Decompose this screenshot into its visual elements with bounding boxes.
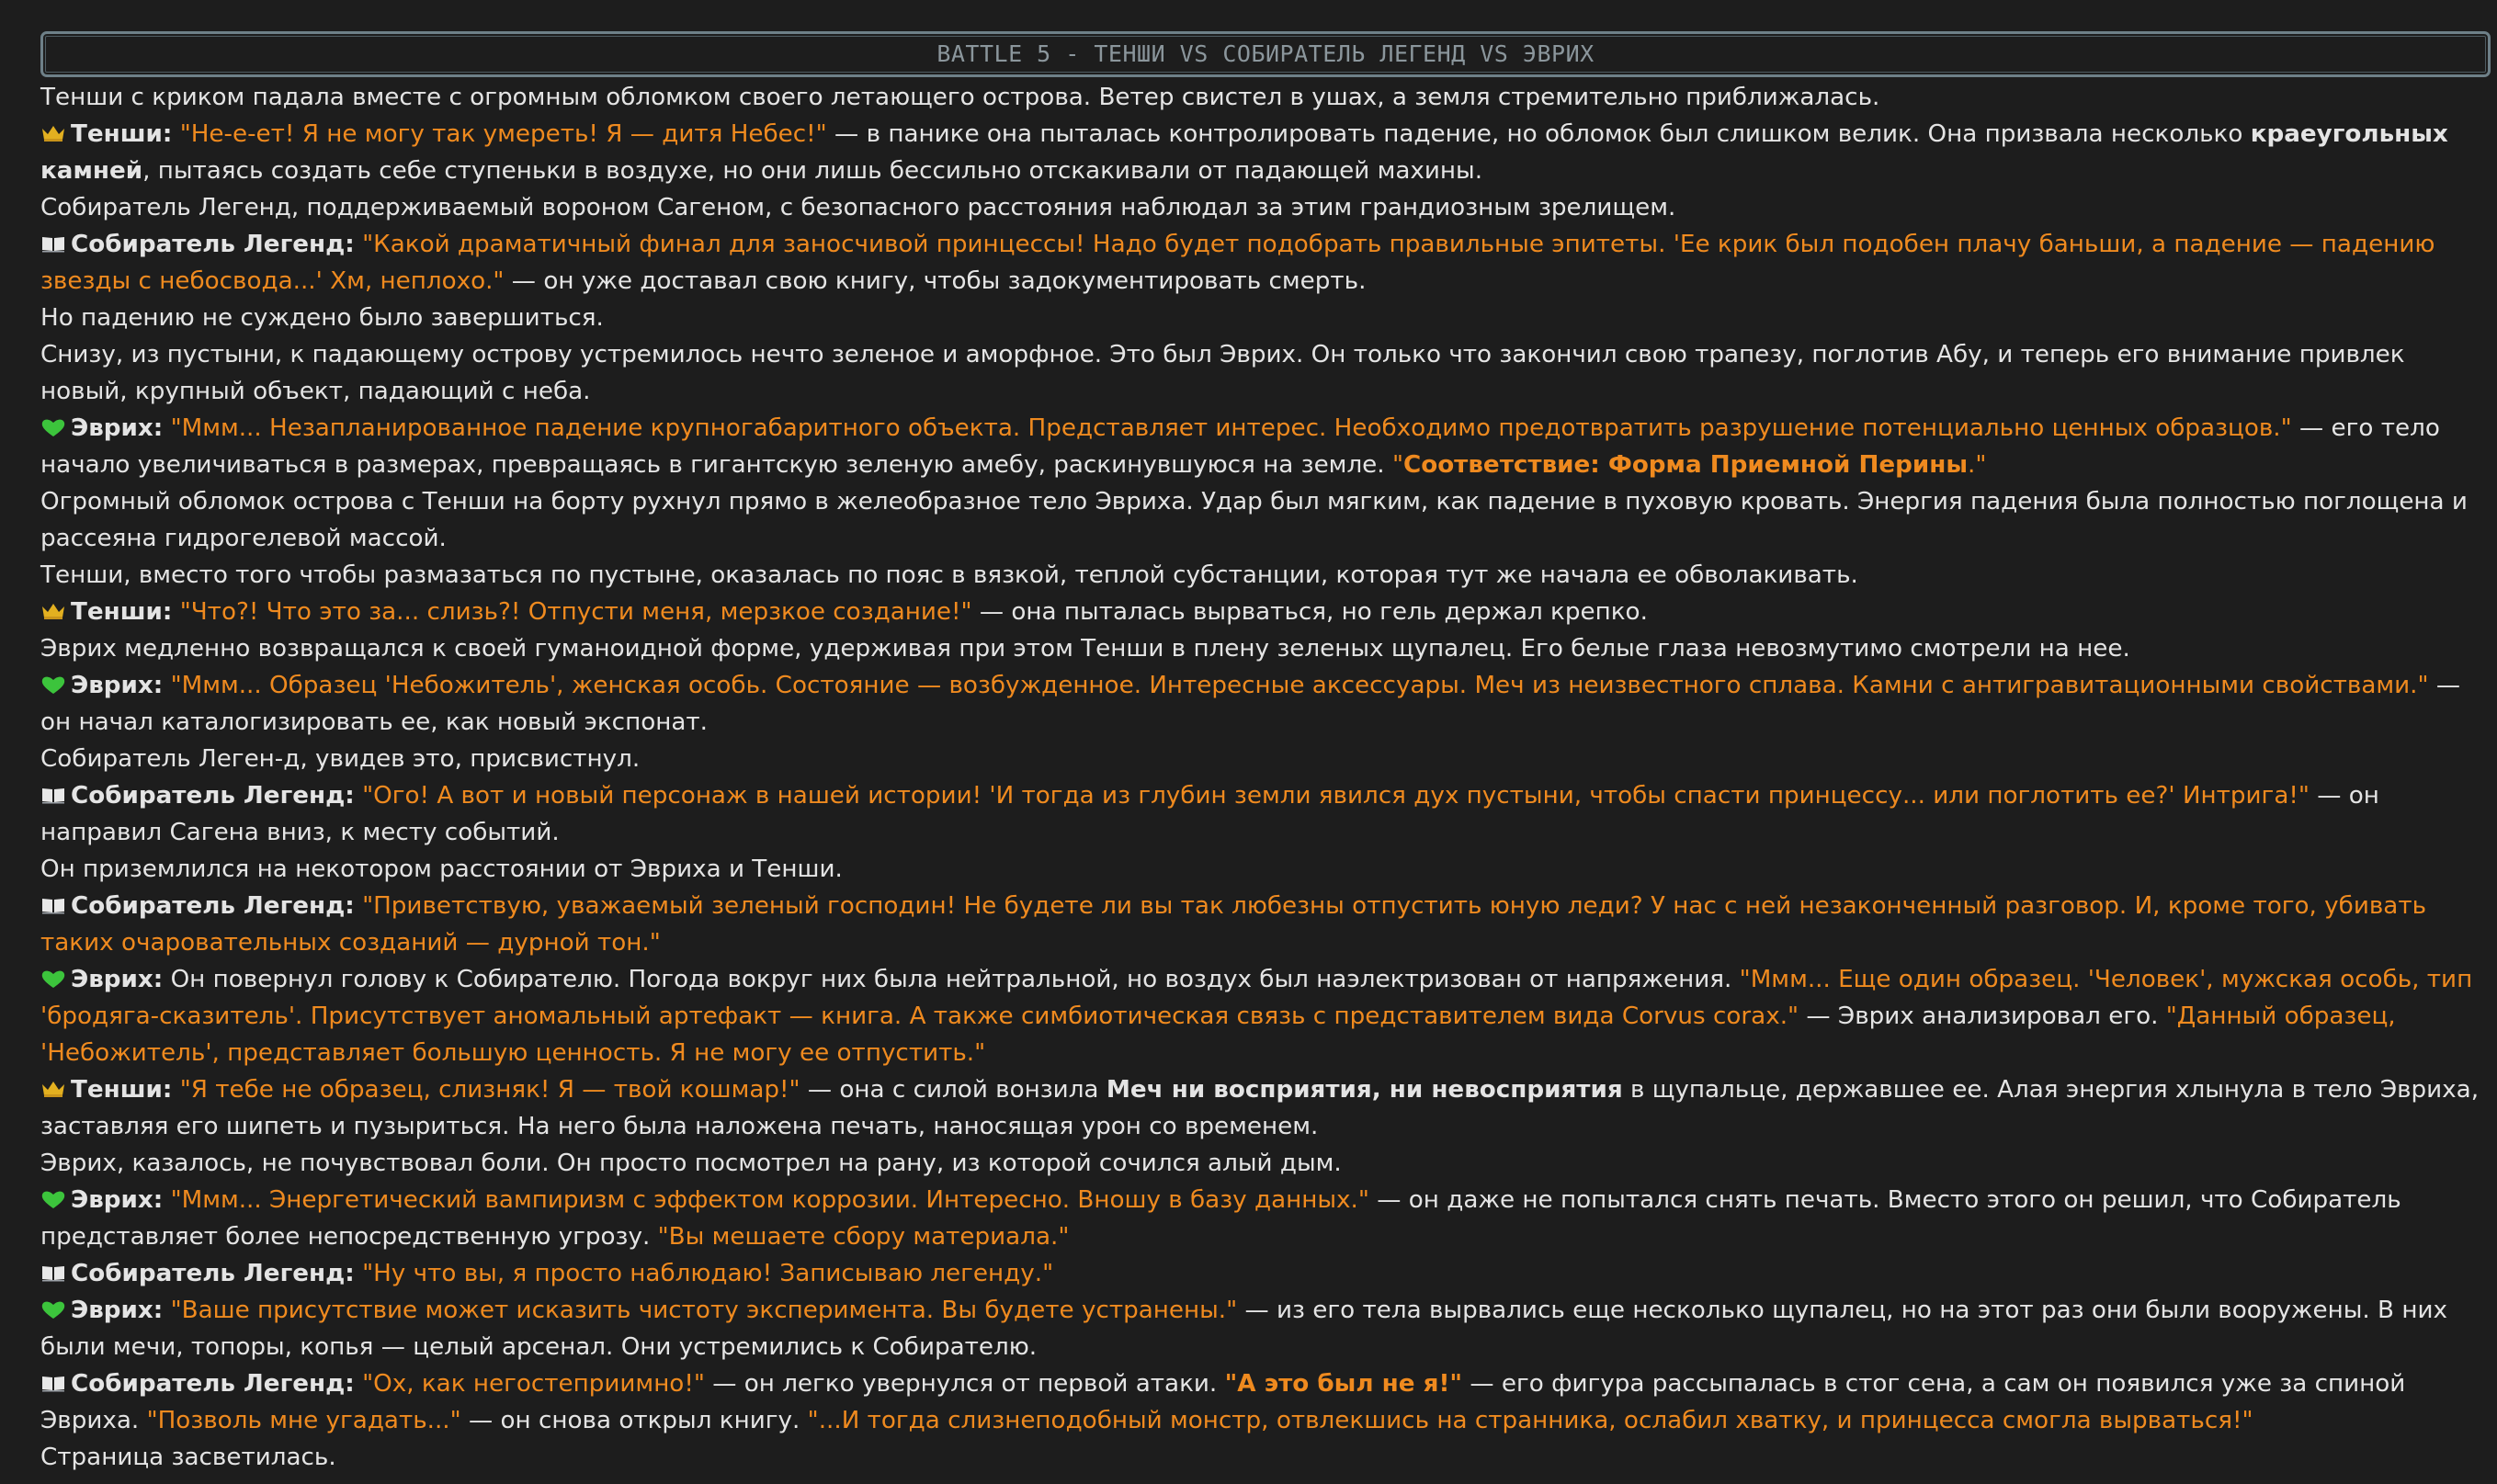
narration-line — [40, 189, 2491, 226]
open-book-icon — [40, 1263, 66, 1283]
quote-text: "Не-е-ет! Я не могу так умереть! Я — дитя Небес!" — [179, 120, 827, 148]
dialogue-line — [40, 777, 2491, 851]
narration-line — [40, 483, 2491, 557]
narration-text: Тенши с криком падала вместе с огромным обломком своего летающего острова. Ветер свистел в ушах, а земля стремительно приближалась. — [40, 84, 1880, 111]
narration-text: Собиратель Леген-д, увидев это, присвистнул. — [40, 745, 641, 773]
crown-icon — [40, 1079, 66, 1099]
narration-text: Тенши, вместо того чтобы размазаться по пустыне, оказалась по пояс в вязкой, теплой субстанции, которая тут же начала ее обволакивать. — [40, 561, 1858, 589]
speaker-name: Эврих: — [71, 672, 164, 699]
dialogue-line — [40, 226, 2491, 300]
open-book-icon — [40, 785, 66, 805]
quote-text: "Ваше присутствие может исказить чистоту эксперимента. Вы будете устранены." — [170, 1297, 1238, 1324]
dialogue-line — [40, 1182, 2491, 1255]
narration-text — [172, 1076, 179, 1104]
narration-text: — Эврих анализировал его. — [1799, 1003, 2166, 1030]
green-heart-icon — [40, 1299, 66, 1320]
narration-text: — он направил Сагена вниз, к месту событий. — [40, 782, 2379, 846]
narration-line — [40, 79, 2491, 116]
narration-text: Собиратель Легенд, поддерживаемый вороном Сагеном, с безопасного расстояния наблюдал за этим грандиозным зрелищем. — [40, 194, 1676, 221]
narration-text — [172, 598, 179, 626]
quote-text: "Позволь мне угадать..." — [146, 1407, 461, 1434]
speaker-name: Собиратель Легенд: — [71, 1370, 355, 1398]
dialogue-line — [40, 594, 2491, 630]
narration-text: Он повернул голову к Собирателю. Погода вокруг них была нейтральной, но воздух был наэлектризован от напряжения. — [163, 966, 1740, 993]
dialogue-line — [40, 667, 2491, 741]
emphasized-text: краеугольных камней — [40, 120, 2448, 185]
narration-line — [40, 630, 2491, 667]
quote-text: "Ммм... Энергетический вампиризм с эффектом коррозии. Интересно. Вношу в базу данных." — [170, 1186, 1369, 1214]
narration-text — [163, 1297, 170, 1324]
narration-text: Эврих медленно возвращался к своей гуманоидной форме, удерживая при этом Тенши в плену зеленых щупалец. Его белые глаза невозмутимо смотрели на нее. — [40, 635, 2130, 663]
narration-text — [163, 414, 170, 442]
narration-text: Снизу, из пустыни, к падающему острову устремилось нечто зеленое и аморфное. Это был Эврих. Он только что закончил свою трапезу, поглотив Абу, и теперь его внимание привлек новый, крупный объект, падающий с неба. — [40, 341, 2405, 405]
quote-text: "Какой драматичный финал для заносчивой принцессы! Надо будет подобрать правильные эпитеты. 'Ее крик был подобен плачу баньши, а падение — падению звезды с небосвода...' Хм, неплохо." — [40, 231, 2435, 295]
narration-text: Страница засветилась. — [40, 1444, 336, 1471]
quote-text: "Я тебе не образец, слизняк! Я — твой кошмар!" — [179, 1076, 800, 1104]
narration-text — [355, 782, 362, 810]
green-heart-icon — [40, 417, 66, 437]
narration-text — [355, 1370, 362, 1398]
speaker-name: Эврих: — [71, 414, 164, 442]
narration-text: Эврих, казалось, не почувствовал боли. Он просто посмотрел на рану, из которой сочился алый дым. — [40, 1150, 1342, 1177]
narration-text: Но падению не суждено было завершиться. — [40, 304, 604, 332]
quote-text: "Ммм... Незапланированное падение крупногабаритного объекта. Представляет интерес. Необходимо предотвратить разрушение потенциально ценных образцов." — [170, 414, 2292, 442]
dialogue-line — [40, 116, 2491, 189]
narration-text: — он начал каталогизировать ее, как новый экспонат. — [40, 672, 2461, 736]
narration-text — [163, 1186, 170, 1214]
narration-text: Огромный обломок острова с Тенши на борту рухнул прямо в желеобразное тело Эвриха. Удар был мягким, как падение в пуховую кровать. Энергия падения была полностью поглощена и рассеяна гидрогелевой массой. — [40, 488, 2468, 552]
narration-text — [172, 120, 179, 148]
narration-line — [40, 1439, 2491, 1476]
green-heart-icon — [40, 1189, 66, 1209]
narration-text — [355, 892, 362, 920]
quote-text: "Приветствую, уважаемый зеленый господин! Не будете ли вы так любезны отпустить юную леди? У нас с ней незаконченный разговор. И, кроме того, убивать таких очаровательных созданий — дурной тон." — [40, 892, 2427, 957]
speaker-name: Эврих: — [71, 1297, 164, 1324]
quote-text: " — [1391, 451, 1403, 479]
narration-text: — его тело начало увеличиваться в размерах, превращаясь в гигантскую зеленую амебу, раскинувшуюся на земле. — [40, 414, 2440, 479]
narration-text — [355, 1260, 362, 1287]
narration-text: — он снова открыл книгу. — [460, 1407, 808, 1434]
crown-icon — [40, 601, 66, 621]
narration-text — [355, 231, 362, 258]
narration-text: — он даже не попытался снять печать. Вместо этого он решил, что Собиратель представляет более непосредственную угрозу. — [40, 1186, 2401, 1251]
open-book-icon — [40, 895, 66, 915]
narration-line — [40, 741, 2491, 777]
narration-text: — она пыталась вырваться, но гель держал крепко. — [971, 598, 1648, 626]
speaker-name: Собиратель Легенд: — [71, 892, 355, 920]
narration-text: — в панике она пыталась контролировать падение, но обломок был слишком велик. Она призвала несколько — [826, 120, 2251, 148]
narration-text: — она с силой вонзила — [800, 1076, 1107, 1104]
speaker-name: Собиратель Легенд: — [71, 782, 355, 810]
narration-text: в щупальце, державшее ее. Алая энергия хлынула в тело Эвриха, заставляя его шипеть и пузыриться. На него была наложена печать, наносящая урон со временем. — [40, 1076, 2480, 1140]
dialogue-line — [40, 410, 2491, 483]
open-book-icon — [40, 233, 66, 254]
battle-title: BATTLE 5 - ТЕНШИ VS СОБИРАТЕЛЬ ЛЕГЕНД VS ЭВРИХ — [936, 40, 1595, 67]
speaker-name: Собиратель Легенд: — [71, 231, 355, 258]
speaker-name: Тенши: — [71, 598, 173, 626]
narration-line — [40, 336, 2491, 410]
dialogue-line — [40, 1365, 2491, 1439]
speaker-name: Эврих: — [71, 1186, 164, 1214]
story-content — [40, 79, 2491, 1476]
speaker-name: Собиратель Легенд: — [71, 1260, 355, 1287]
narration-text — [163, 672, 170, 699]
quote-text: "Что?! Что это за... слизь?! Отпусти меня, мерзкое создание!" — [179, 598, 972, 626]
dialogue-line — [40, 1255, 2491, 1292]
quote-text: ." — [1968, 451, 1987, 479]
quote-text: "...И тогда слизнеподобный монстр, отвлекшись на странника, ослабил хватку, и принцесса смогла вырваться!" — [807, 1407, 2253, 1434]
quote-text: "Ого! А вот и новый персонаж в нашей истории! 'И тогда из глубин земли явился дух пустыни, чтобы спасти принцессу... или поглотить ее?' Интрига!" — [362, 782, 2310, 810]
dialogue-line — [40, 888, 2491, 961]
narration-text: — из его тела вырвались еще несколько щупалец, но на этот раз они были вооружены. В них были мечи, топоры, копья — целый арсенал. Они устремились к Собирателю. — [40, 1297, 2447, 1361]
narration-text: Он приземлился на некотором расстоянии от Эвриха и Тенши. — [40, 855, 843, 883]
speaker-name: Тенши: — [71, 120, 173, 148]
narration-line — [40, 851, 2491, 888]
dialogue-line — [40, 1292, 2491, 1365]
emphasized-quote: Соответствие: Форма Приемной Перины — [1402, 451, 1969, 479]
quote-text: "Ммм... Еще один образец. 'Человек', мужская особь, тип 'бродяга-сказитель'. Присутствует аномальный артефакт — книга. А также симбиотическая связь с представителем вида Corvus corax." — [40, 966, 2473, 1030]
speaker-name: Тенши: — [71, 1076, 173, 1104]
narration-line — [40, 557, 2491, 594]
narration-line — [40, 300, 2491, 336]
crown-icon — [40, 123, 66, 143]
emphasized-text: Меч ни восприятия, ни невосприятия — [1106, 1076, 1623, 1104]
emphasized-quote: "А это был не я!" — [1224, 1370, 1463, 1398]
quote-text: "Ну что вы, я просто наблюдаю! Записываю легенду." — [362, 1260, 1054, 1287]
narration-text: — он уже доставал свою книгу, чтобы задокументировать смерть. — [504, 267, 1367, 295]
narration-text: — его фигура рассыпалась в стог сена, а сам он появился уже за спиной Эвриха. — [40, 1370, 2406, 1434]
narration-text: , пытаясь создать себе ступеньки в воздухе, но они лишь бессильно отскакивали от падающей махины. — [142, 157, 1483, 185]
quote-text: "Вы мешаете сбору материала." — [657, 1223, 1070, 1251]
quote-text: "Данный образец, 'Небожитель', представляет большую ценность. Я не могу ее отпустить." — [40, 1003, 2396, 1067]
dialogue-line — [40, 1071, 2491, 1145]
dialogue-line — [40, 961, 2491, 1071]
quote-text: "Ох, как негостеприимно!" — [362, 1370, 705, 1398]
story-view — [40, 31, 2491, 1476]
battle-title-header — [40, 31, 2491, 77]
quote-text: "Ммм... Образец 'Небожитель', женская особь. Состояние — возбужденное. Интересные аксессуары. Меч из неизвестного сплава. Камни с антигравитационными свойствами." — [170, 672, 2429, 699]
open-book-icon — [40, 1373, 66, 1393]
speaker-name: Эврих: — [71, 966, 164, 993]
green-heart-icon — [40, 969, 66, 989]
narration-line — [40, 1145, 2491, 1182]
narration-text: — он легко увернулся от первой атаки. — [704, 1370, 1225, 1398]
green-heart-icon — [40, 674, 66, 695]
